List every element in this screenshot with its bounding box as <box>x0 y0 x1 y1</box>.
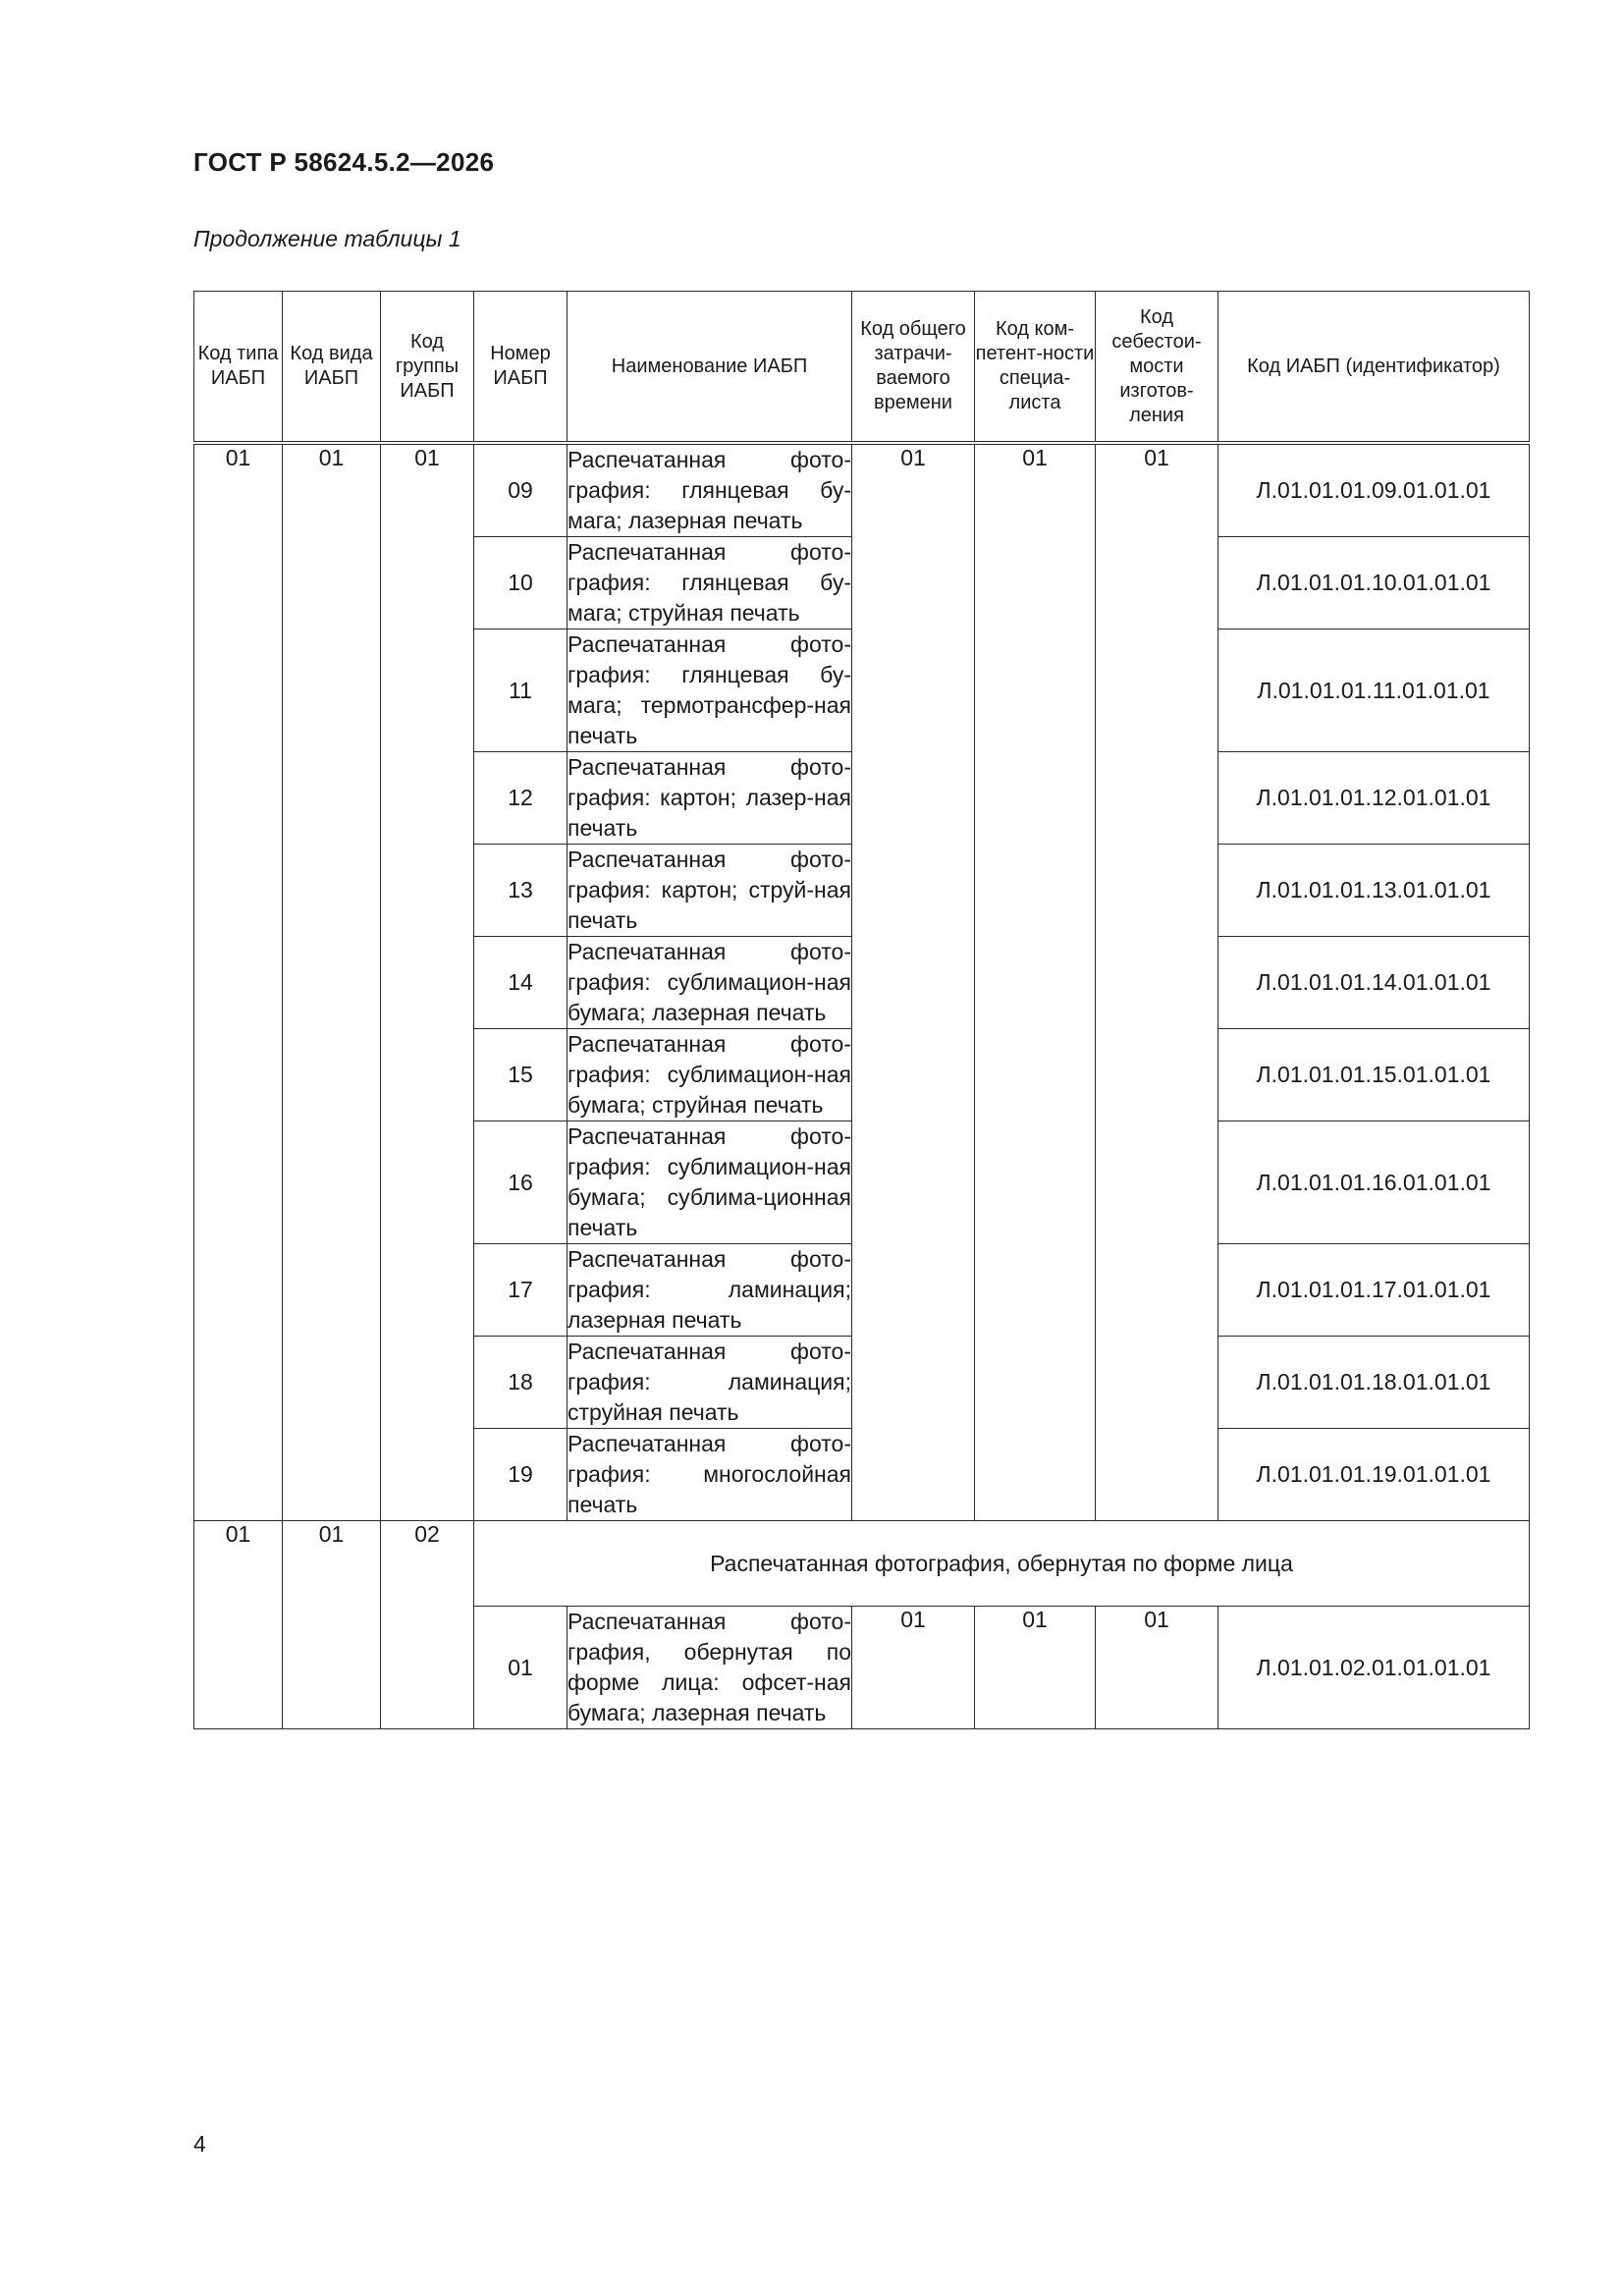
name-cell: Распечатанная фото-графия: глянцевая бу-мага; термотрансфер-ная печать <box>568 629 852 752</box>
kind-code-cell: 01 <box>283 1521 381 1729</box>
identifier-cell: Л.01.01.01.09.01.01.01 <box>1218 443 1530 537</box>
header-number: Номер ИАБП <box>474 292 568 444</box>
name-cell: Распечатанная фото-графия: ламинация; лазерная печать <box>568 1244 852 1337</box>
name-cell: Распечатанная фото-графия, обернутая по форме лица: офсет-ная бумага; лазерная печать <box>568 1607 852 1729</box>
number-cell: 10 <box>474 537 568 629</box>
number-cell: 18 <box>474 1337 568 1429</box>
time-code-cell: 01 <box>852 1607 975 1729</box>
number-cell: 19 <box>474 1429 568 1521</box>
competence-code-cell: 01 <box>975 443 1096 1521</box>
header-cost-code: Код себестои-мости изготов-ления <box>1096 292 1218 444</box>
group-code-cell: 01 <box>381 443 474 1521</box>
name-cell: Распечатанная фото-графия: глянцевая бу-мага; лазерная печать <box>568 443 852 537</box>
number-cell: 16 <box>474 1121 568 1244</box>
header-identifier: Код ИАБП (идентификатор) <box>1218 292 1530 444</box>
name-cell: Распечатанная фото-графия: картон; струй-ная печать <box>568 845 852 937</box>
name-cell: Распечатанная фото-графия: глянцевая бу-мага; струйная печать <box>568 537 852 629</box>
number-cell: 09 <box>474 443 568 537</box>
classification-table <box>193 291 1530 1729</box>
identifier-cell: Л.01.01.01.11.01.01.01 <box>1218 629 1530 752</box>
identifier-cell: Л.01.01.02.01.01.01.01 <box>1218 1607 1530 1729</box>
document-title: ГОСТ Р 58624.5.2—2026 <box>193 147 495 177</box>
name-cell: Распечатанная фото-графия: ламинация; струйная печать <box>568 1337 852 1429</box>
identifier-cell: Л.01.01.01.15.01.01.01 <box>1218 1029 1530 1121</box>
number-cell: 17 <box>474 1244 568 1337</box>
header-type-code: Код типа ИАБП <box>194 292 283 444</box>
group-code-cell: 02 <box>381 1521 474 1729</box>
type-code-cell: 01 <box>194 1521 283 1729</box>
table-continuation-caption: Продолжение таблицы 1 <box>193 226 461 251</box>
kind-code-cell: 01 <box>283 443 381 1521</box>
header-competence-code: Код ком-петент-ности специа-листа <box>975 292 1096 444</box>
header-group-code: Код группы ИАБП <box>381 292 474 444</box>
group-title-row <box>194 1521 1530 1607</box>
header-time-code: Код общего затрачи-ваемого времени <box>852 292 975 444</box>
identifier-cell: Л.01.01.01.19.01.01.01 <box>1218 1429 1530 1521</box>
name-cell: Распечатанная фото-графия: многослойная печать <box>568 1429 852 1521</box>
number-cell: 13 <box>474 845 568 937</box>
number-cell: 15 <box>474 1029 568 1121</box>
header-kind-code: Код вида ИАБП <box>283 292 381 444</box>
identifier-cell: Л.01.01.01.14.01.01.01 <box>1218 937 1530 1029</box>
number-cell: 01 <box>474 1607 568 1729</box>
name-cell: Распечатанная фото-графия: сублимацион-ная бумага; лазерная печать <box>568 937 852 1029</box>
identifier-cell: Л.01.01.01.16.01.01.01 <box>1218 1121 1530 1244</box>
number-cell: 14 <box>474 937 568 1029</box>
table-row <box>194 443 1530 537</box>
name-cell: Распечатанная фото-графия: сублимацион-ная бумага; струйная печать <box>568 1029 852 1121</box>
identifier-cell: Л.01.01.01.12.01.01.01 <box>1218 752 1530 845</box>
number-cell: 11 <box>474 629 568 752</box>
name-cell: Распечатанная фото-графия: картон; лазер-ная печать <box>568 752 852 845</box>
number-cell: 12 <box>474 752 568 845</box>
group-title-cell: Распечатанная фотография, обернутая по форме лица <box>474 1521 1530 1607</box>
identifier-cell: Л.01.01.01.17.01.01.01 <box>1218 1244 1530 1337</box>
cost-code-cell: 01 <box>1096 1607 1218 1729</box>
identifier-cell: Л.01.01.01.18.01.01.01 <box>1218 1337 1530 1429</box>
name-cell: Распечатанная фото-графия: сублимацион-ная бумага; сублима-ционная печать <box>568 1121 852 1244</box>
type-code-cell: 01 <box>194 443 283 1521</box>
identifier-cell: Л.01.01.01.13.01.01.01 <box>1218 845 1530 937</box>
page-number: 4 <box>193 2131 206 2157</box>
competence-code-cell: 01 <box>975 1607 1096 1729</box>
identifier-cell: Л.01.01.01.10.01.01.01 <box>1218 537 1530 629</box>
header-name: Наименование ИАБП <box>568 292 852 444</box>
time-code-cell: 01 <box>852 443 975 1521</box>
cost-code-cell: 01 <box>1096 443 1218 1521</box>
table-header-row <box>194 292 1530 444</box>
